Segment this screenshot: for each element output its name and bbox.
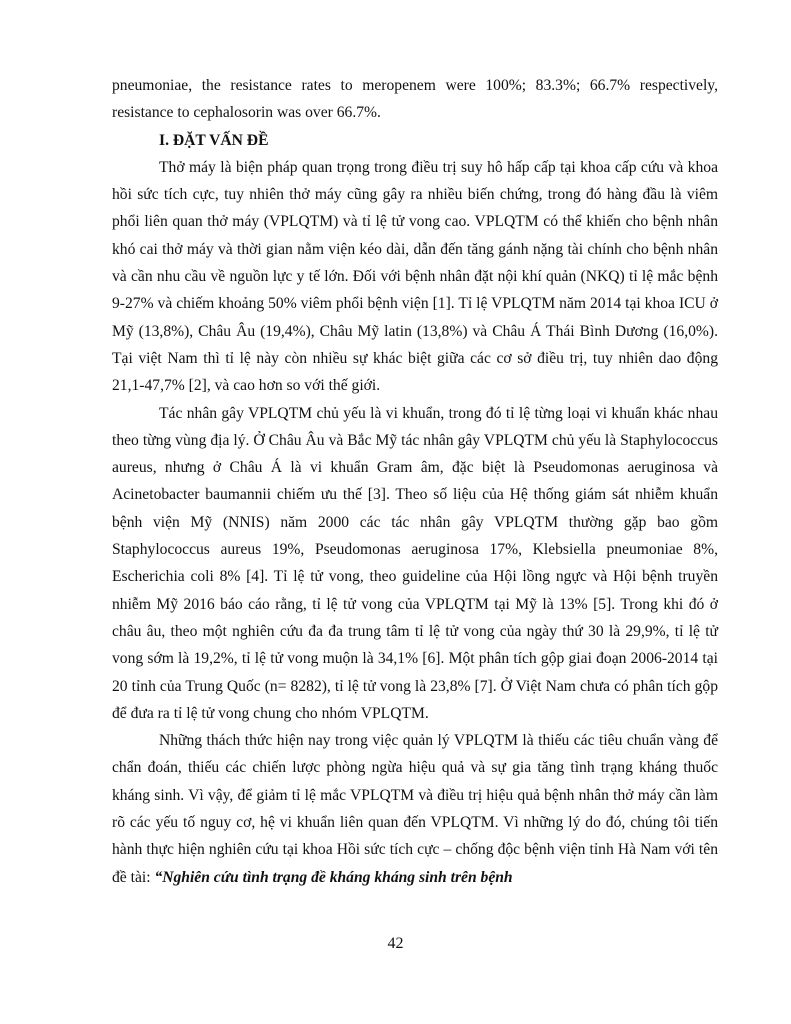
- paragraph-3: [112, 727, 718, 891]
- paragraph-3-text: Những thách thức hiện nay trong việc quản lý VPLQTM là thiếu các tiêu chuẩn vàng để chẩn đoán, thiếu các chiến lược phòng ngừa hiệu quả và sự gia tăng tình trạng kháng thuốc kháng sinh. Vì vậy, để giảm tỉ lệ mắc VPLQTM và điều trị hiệu quả bệnh nhân thở máy cần làm rõ các yếu tố nguy cơ, hệ vi khuẩn liên quan đến VPLQTM. Vì những lý do đó, chúng tôi tiến hành thực hiện nghiên cứu tại khoa Hồi sức tích cực – chống độc bệnh viện tỉnh Hà Nam với tên đề tài:: [112, 732, 718, 886]
- study-title: “Nghiên cứu tình trạng đề kháng kháng sinh trên bệnh: [154, 868, 513, 886]
- page-number: 42: [387, 935, 404, 952]
- section-heading: I. ĐẶT VẤN ĐỀ: [159, 131, 269, 149]
- document-page: [112, 72, 718, 891]
- paragraph-2: Tác nhân gây VPLQTM chủ yếu là vi khuẩn, trong đó tỉ lệ từng loại vi khuẩn khác nhau theo từng vùng địa lý. Ở Châu Âu và Bắc Mỹ tác nhân gây VPLQTM chủ yếu là Staphylococcus aureus, nhưng ở Châu Á là vi khuẩn Gram âm, đặc biệt là Pseudomonas aeruginosa và Acinetobacter baumannii chiếm ưu thế [3]. Theo số liệu của Hệ thống giám sát nhiễm khuẩn bệnh viện Mỹ (NNIS) năm 2000 các tác nhân gây VPLQTM thường gặp bao gồm Staphylococcus aureus 19%, Pseudomonas aeruginosa 17%, Klebsiella pneumoniae 8%, Escherichia coli 8% [4]. Tỉ lệ tử vong, theo guideline của Hội lồng ngực và Hội bệnh truyền nhiễm Mỹ 2016 báo cáo rằng, tỉ lệ tử vong của VPLQTM tại Mỹ là 13% [5]. Trong khi đó ở châu âu, theo một nghiên cứu đa đa trung tâm tỉ lệ tử vong của ngày thứ 30 là 29,9%, tỉ lệ tử vong sớm là 19,2%, tỉ lệ tử vong muộn là 34,1% [6]. Một phân tích gộp giai đoạn 2006-2014 tại 20 tỉnh của Trung Quốc (n= 8282), tỉ lệ tử vong là 23,8% [7]. Ở Việt Nam chưa có phân tích gộp để đưa ra tỉ lệ tử vong chung cho nhóm VPLQTM.: [112, 404, 718, 722]
- abstract-tail: pneumoniae, the resistance rates to meropenem were 100%; 83.3%; 66.7% respectively, resistance to cephalosorin was over 66.7%.: [112, 77, 718, 122]
- paragraph-1: Thở máy là biện pháp quan trọng trong điều trị suy hô hấp cấp tại khoa cấp cứu và khoa hồi sức tích cực, tuy nhiên thở máy cũng gây ra nhiều biến chứng, trong đó hàng đầu là viêm phổi liên quan thở máy (VPLQTM) và tỉ lệ tử vong cao. VPLQTM có thể khiến cho bệnh nhân khó cai thở máy và thời gian nằm viện kéo dài, dẫn đến tăng gánh nặng tài chính cho bệnh nhân và cần nhu cầu về nguồn lực y tế lớn. Đối với bệnh nhân đặt nội khí quản (NKQ) tỉ lệ mắc bệnh 9-27% và chiếm khoảng 50% viêm phổi bệnh viện [1]. Tỉ lệ VPLQTM năm 2014 tại khoa ICU ở Mỹ (13,8%), Châu Âu (19,4%), Châu Mỹ latin (13,8%) và Châu Á Thái Bình Dương (16,0%). Tại việt Nam thì tỉ lệ này còn nhiều sự khác biệt giữa các cơ sở điều trị, tuy nhiên dao động 21,1-47,7% [2], và cao hơn so với thế giới.: [112, 158, 718, 395]
